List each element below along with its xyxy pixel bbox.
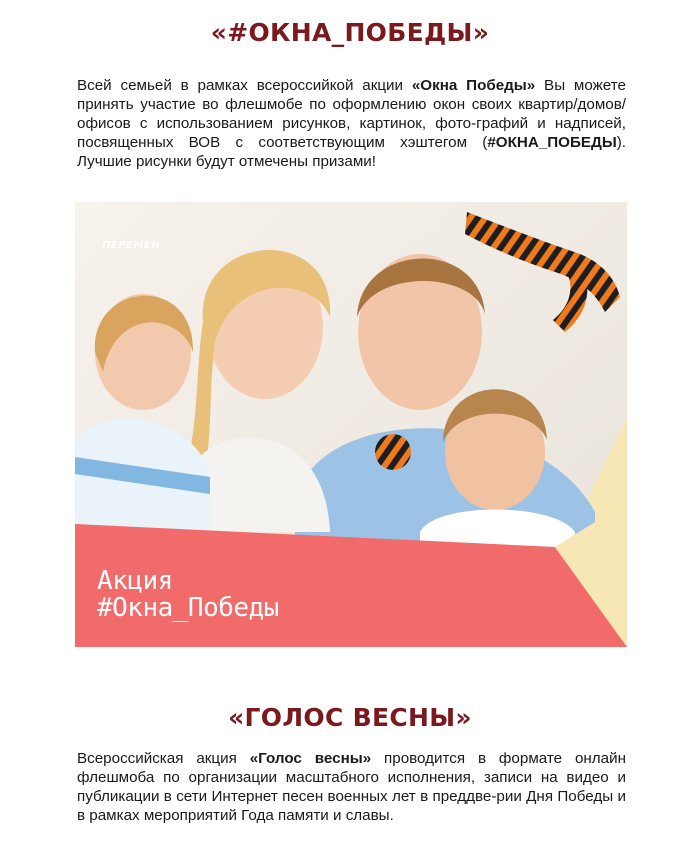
- section-title-golos-vesny: «ГОЛОС ВЕСНЫ»: [228, 703, 472, 732]
- text-part: ). Лучшие рисунки будут отмечены призами!: [77, 134, 626, 170]
- banner-logo: ПЕРЕМЕН: [102, 240, 161, 251]
- text-part: проводится в формате онлайн флешмоба по организации масштабного исполнения, записи на видео и публикации в сети Интернет песен военных лет в преддве-рии Дня Победы и в рамках мероприятий Года памяти и славы.: [77, 750, 626, 824]
- golos-vesny-description: [77, 749, 626, 825]
- text-part: Всероссийская акция: [77, 750, 250, 767]
- section-title-okna-pobedy: «#ОКНА_ПОБЕДЫ»: [210, 18, 490, 47]
- bold-action-name: «Окна Победы»: [411, 77, 536, 94]
- banner-caption-line2: #Окна_Победы: [97, 593, 279, 623]
- banner-caption: [97, 568, 279, 622]
- bold-hashtag: #ОКНА_ПОБЕДЫ: [487, 134, 617, 151]
- okna-pobedy-description: [77, 76, 626, 171]
- text-part: Вы можете принять участие во флешмобе по оформлению окон своих квартир/домов/офисов с использованием рисунков, картинок, фото-графий и надписей, посвященных ВОВ с соответствующим хэштегом (: [77, 77, 626, 151]
- text-part: Всей семьей в рамках всероссийкой акции: [77, 77, 412, 94]
- bold-action-name: «Голос весны»: [249, 750, 372, 767]
- family-banner-image: [75, 202, 627, 647]
- banner-caption-line1: Акция: [97, 566, 173, 596]
